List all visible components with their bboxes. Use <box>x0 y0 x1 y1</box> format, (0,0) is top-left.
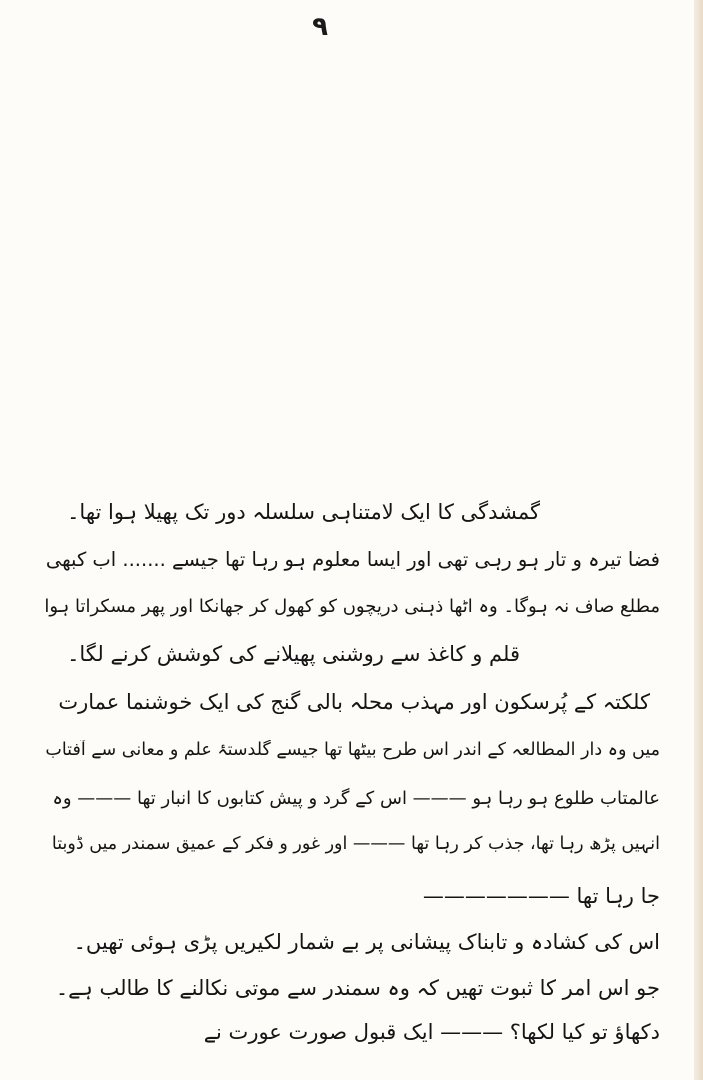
text-line-10: اس کی کشادہ و تابناک پیشانی پر بے شمار لکیریں پڑی ہوئی تھیں۔ <box>73 930 660 954</box>
text-line-4: قلم و کاغذ سے روشنی پھیلانے کی کوشش کرنے لگا۔ <box>67 642 520 666</box>
text-line-1: گمشدگی کا ایک لامتناہی سلسلہ دور تک پھیلا ہوا تھا۔ <box>67 500 540 524</box>
text-line-2: فضا تیرہ و تار ہو رہی تھی اور ایسا معلوم ہو رہا تھا جیسے ....... اب کبھی <box>45 548 660 571</box>
text-line-6: میں وہ دار المطالعہ کے اندر اس طرح بیٹھا تھا جیسے گلدستۂ علم و معانی سے آفتاب <box>45 740 660 760</box>
page-edge-shadow <box>694 0 703 1080</box>
page-number: ۹ <box>312 12 328 42</box>
text-line-7: عالمتاب طلوع ہو رہا ہو ——— اس کے گرد و پیش کتابوں کا انبار تھا ——— وہ <box>52 788 660 809</box>
text-line-12: دکھاؤ تو کیا لکھا؟ ——— ایک قبول صورت عورت نے <box>203 1020 660 1044</box>
text-line-5: کلکتہ کے پُرسکون اور مہذب محلہ بالی گنج کی ایک خوشنما عمارت <box>58 690 650 714</box>
text-line-8: انہیں پڑھ رہا تھا، جذب کر رہا تھا ——— اور غور و فکر کے عمیق سمندر میں ڈوبتا <box>51 834 660 854</box>
text-line-11: جو اس امر کا ثبوت تھیں کہ وہ سمندر سے موتی نکالنے کا طالب ہے۔ <box>55 976 660 1000</box>
text-line-3: مطلع صاف نہ ہوگا۔ وہ اٹھا ذہنی دریچوں کو کھول کر جھانکا اور پھر مسکراتا ہوا <box>44 596 660 617</box>
text-line-9: جا رہا تھا ——————— <box>422 884 660 908</box>
